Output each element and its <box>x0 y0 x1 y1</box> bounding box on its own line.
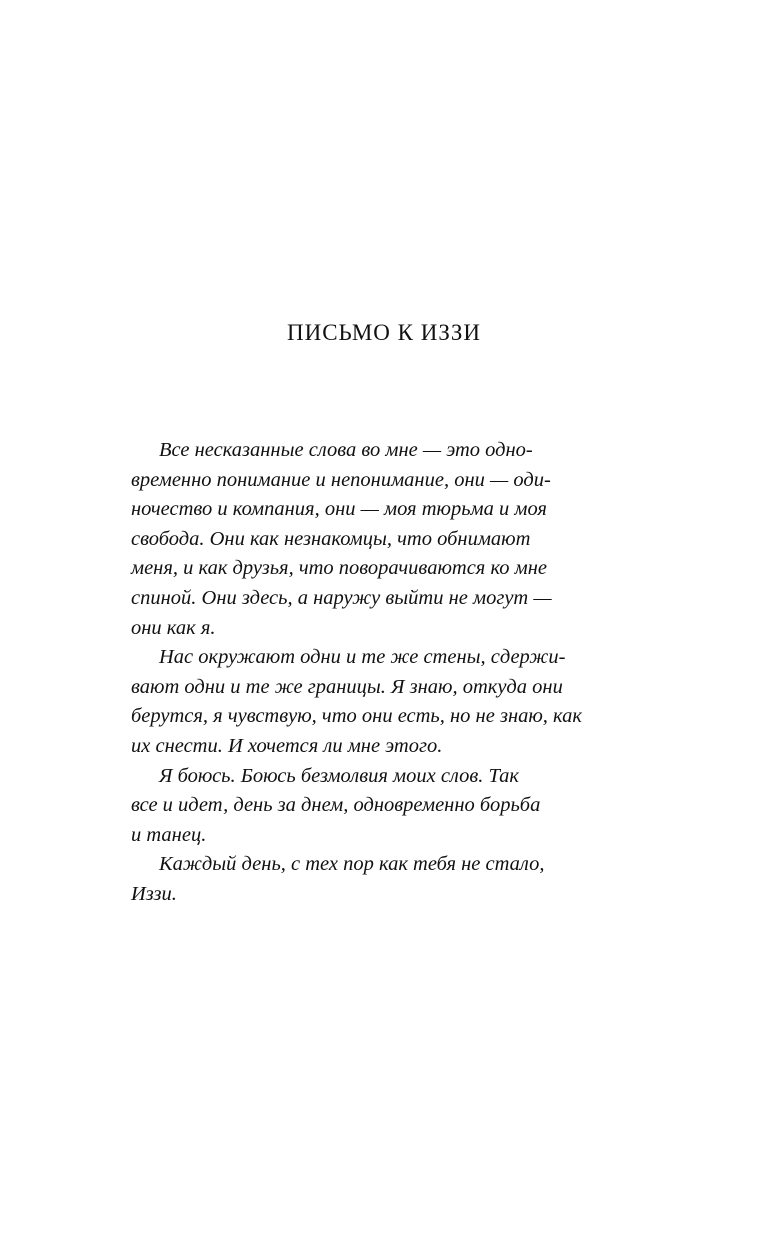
signature-line: Иззи. <box>131 882 177 905</box>
text-line: свобода. Они как незнакомцы, что обнимают <box>131 527 531 550</box>
text-line: Нас окружают одни и те же стены, сдержи- <box>159 646 566 669</box>
text-line: вают одни и те же границы. Я знаю, откуда они <box>131 675 563 698</box>
letter-body <box>131 436 587 910</box>
text-line: временно понимание и непонимание, они — оди- <box>131 468 551 491</box>
text-line: все и идет, день за днем, одновременно борьба <box>131 794 541 817</box>
paragraph <box>131 850 587 909</box>
text-line: меня, и как друзья, что поворачиваются ко мне <box>131 557 547 580</box>
paragraph <box>131 762 587 851</box>
text-line: ночество и компания, они — моя тюрьма и моя <box>131 498 547 521</box>
text-line: Каждый день, с тех пор как тебя не стало, <box>159 853 545 876</box>
text-line: берутся, я чувствую, что они есть, но не знаю, как <box>131 705 582 728</box>
text-line: спиной. Они здесь, а наружу выйти не могут — <box>131 586 552 609</box>
text-line: Все несказанные слова во мне — это одно- <box>159 439 533 461</box>
text-line: и танец. <box>131 823 207 846</box>
paragraph <box>131 643 587 761</box>
text-line: они как я. <box>131 616 216 639</box>
text-line: Я боюсь. Боюсь безмолвия моих слов. Так <box>159 764 520 787</box>
chapter-title: ПИСЬМО К ИЗЗИ <box>286 320 481 345</box>
paragraph <box>131 436 587 643</box>
text-line: их снести. И хочется ли мне этого. <box>131 734 443 757</box>
